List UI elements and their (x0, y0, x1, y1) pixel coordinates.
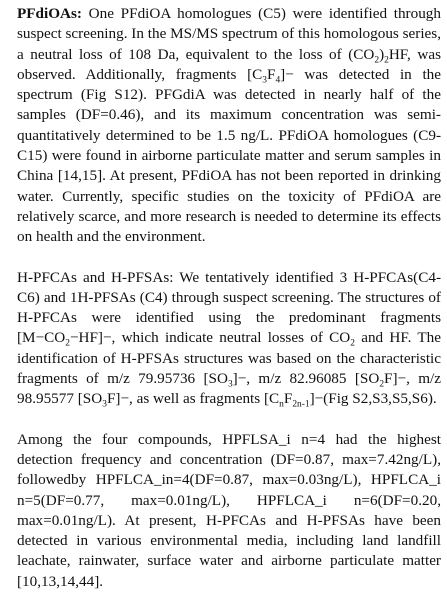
paragraph-detection-summary (17, 430, 441, 592)
text-run: H-PFCAs and H-PFSAs: We tentatively identified 3 H-PFCAs(C4-C6) and 1H-PFSAs (C4) through suspect screening. The structures of H-PFCAs were identified using the predominant fragments [M−CO (17, 268, 441, 347)
text-run: ]− was detected in the spectrum (Fig S12). PFGdiA was detected in nearly half of the samples (DF=0.46), and its maximum concentration was semi-quantitatively determined to be 1.5 ng/L. PFdiOA homologues (C9- C15) were found in airborne particulate matter and serum samples in China [14,15]. At present, PFdiOA has not been reported in drinking water. Currently, specific studies on the toxicity of PFdiOA are relatively scarce, and more research is needed to determine its effects on health and the environment. (17, 65, 441, 246)
text-run: ]−, m/z 82.96085 [SO (232, 370, 380, 388)
text-run: −HF]−, which indicate neutral losses of CO (69, 329, 351, 347)
subscript: 2 (384, 54, 389, 65)
document-body (17, 4, 441, 592)
paragraph-text (17, 431, 441, 590)
text-run: F]−, m/z 98.95577 [SO (17, 370, 441, 408)
text-run: F (266, 65, 276, 83)
subscript: 2n-1 (292, 399, 310, 410)
subscript: 2 (374, 54, 380, 65)
paragraph-pfdioas (17, 4, 441, 248)
text-run: One PFdiOA homologues (C5) were identified through suspect screening. In the MS/MS spectrum of this homologous series, a neutral loss of 108 Da, equivalent to the loss of (CO (17, 5, 441, 63)
subscript: n (279, 399, 284, 410)
text-run: ]−(Fig S2,S3,S5,S6). (309, 390, 437, 408)
text-run: Among the four compounds, HPFLSA_i n=4 had the highest detection frequency and concentration (DF=0.87, max=7.42ng/L), followedby HPFLCA_in=4(DF=0.87, max=0.03ng/L), HPFLCA_i n=5(DF=0.77, max=0.01ng/L), HPFLCA_i n=6(DF=0.20, max=0.01ng/L). At present, H-PFCAs and H-PFSAs have been detected in various environmental media, including land landfill leachate, rainwater, surface water and airborne particulate matter [10,13,14,44]. (17, 430, 441, 590)
subscript: 3 (102, 399, 107, 410)
paragraph-text (17, 5, 441, 245)
paragraph-lead: PFdiOAs: (17, 5, 82, 22)
subscript: 3 (262, 75, 267, 86)
text-run: F]−, as well as fragments [C (106, 390, 280, 408)
subscript: 3 (227, 379, 233, 390)
subscript: 4 (275, 75, 281, 86)
subscript: 2 (379, 379, 385, 390)
text-run: and HF. The identification of H-PFSAs structures was based on the characteristic fragments of m/z 79.95736 [SO (17, 329, 441, 388)
text-run: F (283, 390, 293, 408)
text-run: HF, was observed. Additionally, fragments [C (17, 45, 441, 83)
text-run: ) (379, 45, 385, 63)
paragraph-text (17, 269, 441, 408)
subscript: 2 (350, 338, 355, 349)
paragraph-h-pfcas-h-pfsas (17, 268, 441, 410)
subscript: 2 (65, 338, 70, 349)
